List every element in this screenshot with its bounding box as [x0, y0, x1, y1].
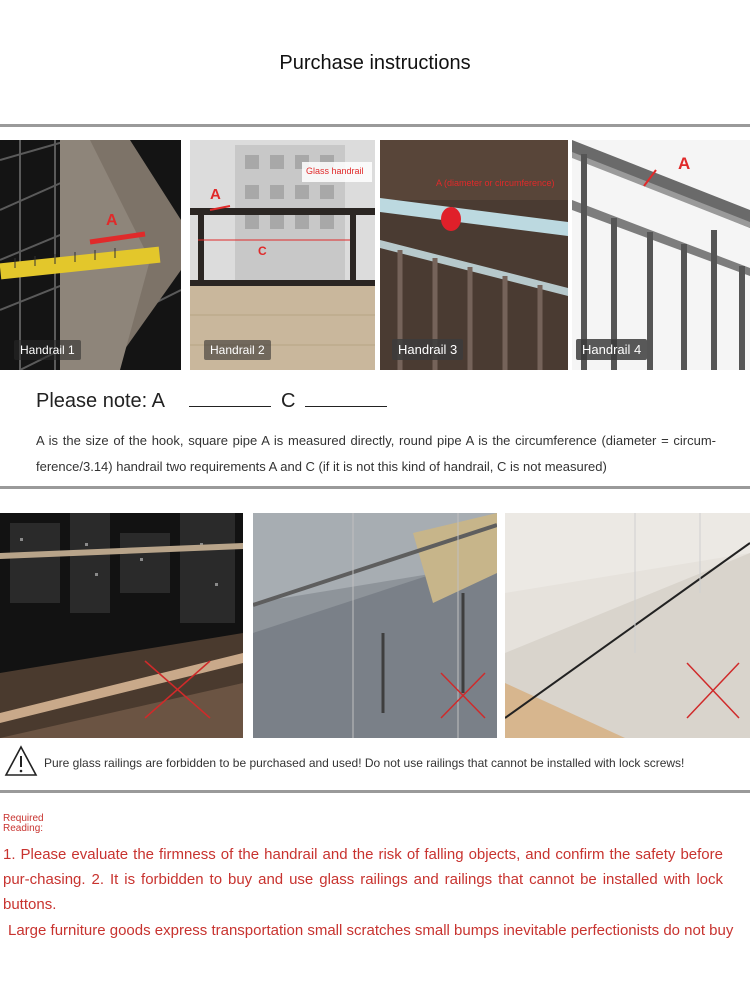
- marker-c: C: [258, 244, 267, 258]
- glass-railing-photo-2: [253, 513, 497, 738]
- required-reading-heading: Required Reading:: [3, 813, 44, 834]
- page-title: Purchase instructions: [279, 52, 471, 74]
- glass-railing-photo-3: [505, 513, 750, 738]
- warning-text: Pure glass railings are forbidden to be purchased and used! Do not use railings that cannot be installed with lock screws!: [44, 756, 685, 770]
- shipping-disclaimer: Large furniture goods express transportation small scratches small bumps inevitable perfectionists do not buy: [8, 922, 734, 939]
- warning-banner: [4, 744, 746, 780]
- note-c-label: C: [280, 390, 296, 412]
- handrail-photo-3: [380, 140, 568, 370]
- note-heading: [36, 390, 387, 413]
- note-body: A is the size of the hook, square pipe A is measured directly, round pipe A is the circumference (diameter = circum-ference/3.14) handrail two requirements A and C (if it is not this kind of handrail, C is not measured): [36, 433, 716, 474]
- handrail-photo-1: [0, 140, 181, 370]
- handrail-label-1: Handrail 1: [14, 340, 81, 360]
- marker-a: A: [678, 154, 691, 173]
- diameter-annotation: A (diameter or circumference): [436, 178, 555, 188]
- handrail-photo-4: [572, 140, 750, 370]
- warning-triangle-icon: [4, 744, 38, 778]
- handrail-label-2: Handrail 2: [204, 340, 271, 360]
- required-reading-body: 1. Please evaluate the firmness of the handrail and the risk of falling objects, and confirm the safety before pur-chasing. 2. It is forbidden to buy and use glass railings and railings that cannot be installed with lock buttons.: [3, 846, 723, 913]
- marker-a: A: [106, 212, 118, 229]
- handrail-label-4: Handrail 4: [576, 339, 647, 360]
- divider-bottom: [0, 790, 750, 793]
- handrail-label-3: Handrail 3: [392, 339, 463, 360]
- divider-middle: [0, 486, 750, 489]
- glass-railing-photo-1: [0, 513, 243, 738]
- marker-a: A: [210, 186, 221, 203]
- glass-handrail-tag: Glass handrail: [306, 166, 364, 176]
- blank-c: [305, 390, 387, 407]
- handrail-photo-2: [190, 140, 375, 370]
- blank-a: [189, 390, 271, 407]
- note-heading-text: Please note: A: [36, 390, 165, 412]
- divider-top: [0, 124, 750, 127]
